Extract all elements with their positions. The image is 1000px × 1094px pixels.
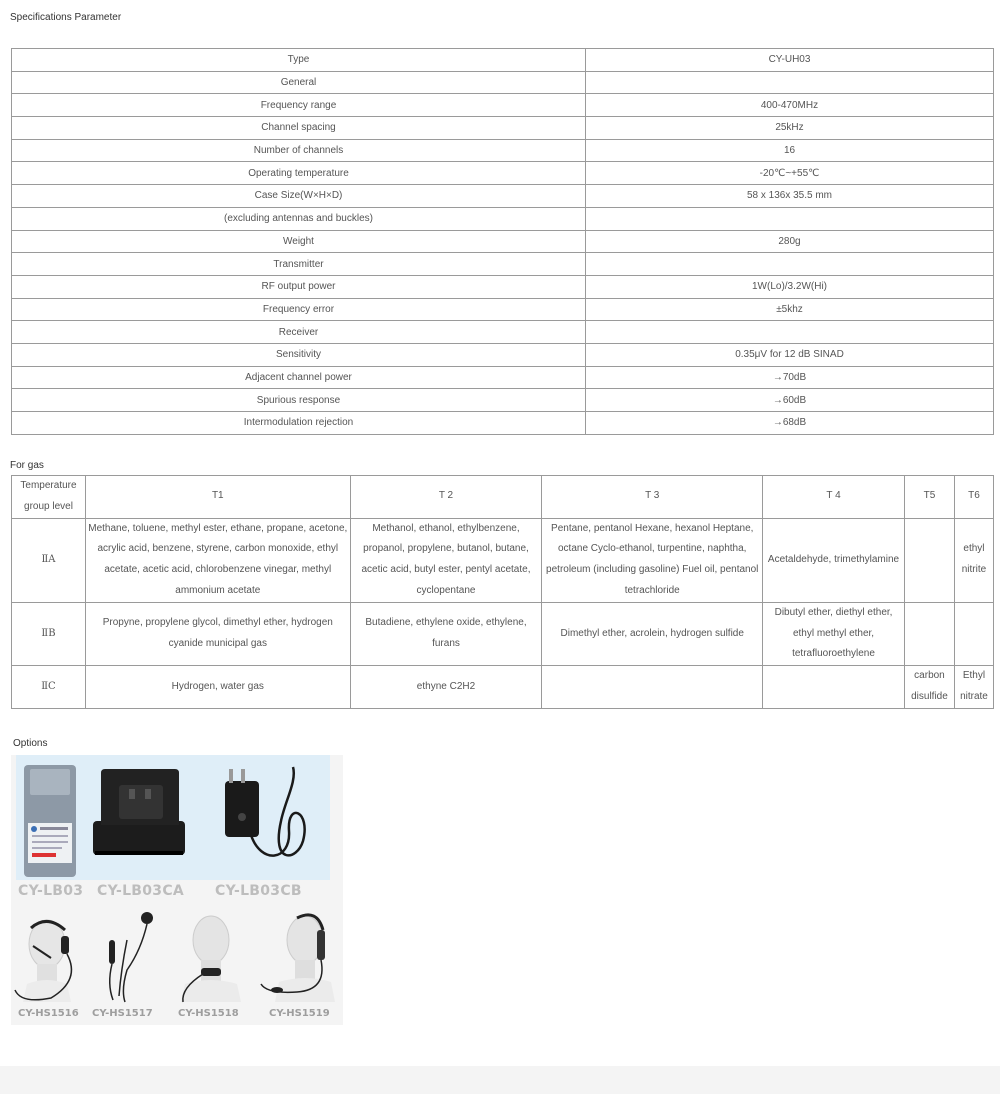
spec-value: ±5khz <box>586 298 994 321</box>
gas-cell <box>904 602 954 665</box>
gas-cell <box>763 666 905 709</box>
gas-cell <box>954 602 993 665</box>
spec-table <box>11 48 994 435</box>
spec-param: Number of channels <box>12 139 586 162</box>
spec-row <box>12 389 994 412</box>
gas-cell: Acetaldehyde, trimethylamine <box>763 518 905 602</box>
spec-value: -20℃~+55℃ <box>586 162 994 185</box>
headset-hs1516-image <box>11 910 87 1006</box>
power-adapter-image <box>211 761 321 871</box>
headset-hs1518-image <box>171 910 255 1006</box>
spec-row <box>12 139 994 162</box>
gas-table <box>11 475 994 709</box>
spec-value: 400-470MHz <box>586 94 994 117</box>
gas-cell: Ethyl nitrate <box>954 666 993 709</box>
gas-header-cell: T 2 <box>350 476 542 519</box>
gas-header-cell: T 4 <box>763 476 905 519</box>
spec-param: Frequency error <box>12 298 586 321</box>
spec-value: CY-UH03 <box>586 49 994 72</box>
spec-param: Type <box>12 49 586 72</box>
gas-cell: Butadiene, ethylene oxide, ethylene, furans <box>350 602 542 665</box>
spec-value: →68dB <box>586 412 994 435</box>
gas-header-cell: T5 <box>904 476 954 519</box>
spec-value <box>586 253 994 276</box>
gas-cell: Dimethyl ether, acrolein, hydrogen sulfide <box>542 602 763 665</box>
spec-param: Case Size(W×H×D) <box>12 185 586 208</box>
gas-cell: Propyne, propylene glycol, dimethyl ether, hydrogen cyanide municipal gas <box>85 602 350 665</box>
gas-section-title: For gas <box>10 460 44 471</box>
spec-value <box>586 71 994 94</box>
spec-param: Operating temperature <box>12 162 586 185</box>
product-label-lb03: CY-LB03 <box>18 883 84 899</box>
charger-cradle-image <box>89 765 193 865</box>
spec-row <box>12 162 994 185</box>
spec-row <box>12 275 994 298</box>
spec-value: →70dB <box>586 366 994 389</box>
spec-value: 1W(Lo)/3.2W(Hi) <box>586 275 994 298</box>
gas-row <box>12 518 994 602</box>
spec-row <box>12 298 994 321</box>
gas-header-cell: T 3 <box>542 476 763 519</box>
product-label-hs1518: CY-HS1518 <box>178 1008 239 1019</box>
spec-param: Spurious response <box>12 389 586 412</box>
headset-hs1519-image <box>257 910 343 1006</box>
options-product-image <box>11 755 343 1025</box>
spec-row <box>12 94 994 117</box>
product-label-hs1519: CY-HS1519 <box>269 1008 330 1019</box>
spec-row <box>12 321 994 344</box>
spec-param: Transmitter <box>12 253 586 276</box>
spec-param: Weight <box>12 230 586 253</box>
spec-param: Channel spacing <box>12 117 586 140</box>
gas-cell: ethyne C2H2 <box>350 666 542 709</box>
gas-group-level: ⅡB <box>12 602 86 665</box>
spec-row <box>12 343 994 366</box>
battery-image <box>16 759 84 879</box>
spec-row <box>12 253 994 276</box>
gas-header-cell: T1 <box>85 476 350 519</box>
spec-row <box>12 117 994 140</box>
spec-row <box>12 412 994 435</box>
options-title: Options <box>13 738 48 749</box>
gas-cell: ethyl nitrite <box>954 518 993 602</box>
gas-cell: Pentane, pentanol Hexane, hexanol Heptane, octane Cyclo-ethanol, turpentine, naphtha, petroleum (including gasoline) Fuel oil, pentanol tetrachloride <box>542 518 763 602</box>
spec-row <box>12 49 994 72</box>
spec-value: 0.35μV for 12 dB SINAD <box>586 343 994 366</box>
gas-group-level: ⅡA <box>12 518 86 602</box>
product-label-lb03cb: CY-LB03CB <box>215 883 302 899</box>
spec-value <box>586 321 994 344</box>
headset-hs1517-image <box>97 910 167 1006</box>
spec-value: 58 x 136x 35.5 mm <box>586 185 994 208</box>
spec-row <box>12 185 994 208</box>
gas-cell: Methane, toluene, methyl ester, ethane, propane, acetone, acrylic acid, benzene, styrene, carbon monoxide, ethyl acetate, acetic acid, chlorobenzene vinegar, methyl ammonium acetate <box>85 518 350 602</box>
spec-row <box>12 207 994 230</box>
gas-cell: carbon disulfide <box>904 666 954 709</box>
gas-row <box>12 666 994 709</box>
spec-row <box>12 71 994 94</box>
spec-row <box>12 230 994 253</box>
page-footer <box>0 1066 1000 1094</box>
spec-param: Adjacent channel power <box>12 366 586 389</box>
gas-cell <box>904 518 954 602</box>
spec-section-title: Specifications Parameter <box>10 12 122 23</box>
spec-param: Intermodulation rejection <box>12 412 586 435</box>
gas-cell <box>542 666 763 709</box>
gas-header-cell: T6 <box>954 476 993 519</box>
gas-cell: Dibutyl ether, diethyl ether, ethyl methyl ether, tetrafluoroethylene <box>763 602 905 665</box>
spec-param: Sensitivity <box>12 343 586 366</box>
gas-header-cell: Temperature group level <box>12 476 86 519</box>
spec-row <box>12 366 994 389</box>
spec-param: Receiver <box>12 321 586 344</box>
gas-row <box>12 602 994 665</box>
spec-value: →60dB <box>586 389 994 412</box>
spec-param: RF output power <box>12 275 586 298</box>
gas-group-level: ⅡC <box>12 666 86 709</box>
spec-param: (excluding antennas and buckles) <box>12 207 586 230</box>
spec-value: 280g <box>586 230 994 253</box>
spec-param: General <box>12 71 586 94</box>
spec-param: Frequency range <box>12 94 586 117</box>
gas-cell: Methanol, ethanol, ethylbenzene, propanol, propylene, butanol, butane, acetic acid, butyl ester, pentyl acetate, cyclopentane <box>350 518 542 602</box>
spec-value <box>586 207 994 230</box>
product-label-lb03ca: CY-LB03CA <box>97 883 185 899</box>
gas-cell: Hydrogen, water gas <box>85 666 350 709</box>
product-label-hs1517: CY-HS1517 <box>92 1008 153 1019</box>
gas-header-row <box>12 476 994 519</box>
spec-value: 16 <box>586 139 994 162</box>
product-label-hs1516: CY-HS1516 <box>18 1008 79 1019</box>
spec-value: 25kHz <box>586 117 994 140</box>
